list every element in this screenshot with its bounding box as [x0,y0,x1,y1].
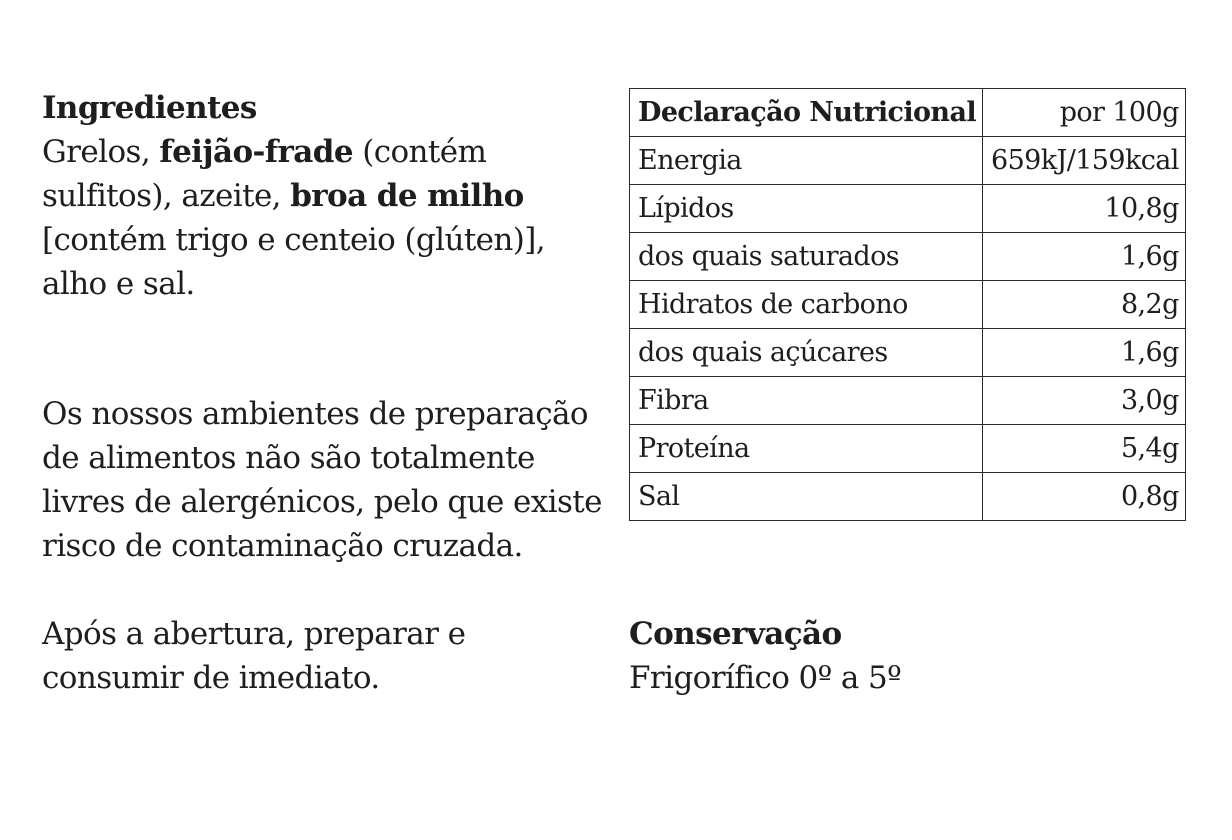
ingredients-part-1: Grelos, [42,134,160,170]
nutrition-row-protein [630,425,1186,473]
ingredients-heading: Ingredientes [42,90,257,126]
nutrient-value: 10,8g [983,185,1186,233]
nutrient-label: Hidratos de carbono [630,281,983,329]
nutrient-value: 1,6g [983,233,1186,281]
nutrition-row-salt [630,473,1186,521]
nutrient-value: 659kJ/159kcal [983,137,1186,185]
nutrition-table [629,88,1186,521]
nutrition-title: Declaração Nutricional [630,89,983,137]
conservation-text: Frigorífico 0º a 5º [629,660,902,696]
ingredient-bold-broa-de-milho: broa de milho [290,178,524,214]
conservation-section [629,612,1169,700]
nutrition-row-fibre [630,377,1186,425]
nutrition-row-carbohydrates [630,281,1186,329]
nutrient-label: Sal [630,473,983,521]
ingredients-text [42,134,545,302]
nutrition-row-saturated [630,233,1186,281]
nutrient-value: 3,0g [983,377,1186,425]
nutrient-label: dos quais saturados [630,233,983,281]
nutrition-row-lipids [630,185,1186,233]
opening-instructions: Após a abertura, preparar e consumir de imediato. [42,616,466,696]
nutrient-label: Fibra [630,377,983,425]
ingredients-part-3: [contém trigo e centeio (glúten)], alho e sal. [42,222,546,302]
nutrient-value: 5,4g [983,425,1186,473]
nutrition-unit: por 100g [983,89,1186,137]
nutrition-row-sugars [630,329,1186,377]
nutrient-value: 1,6g [983,329,1186,377]
ingredient-bold-feijao-frade: feijão-frade [159,134,353,170]
nutrition-header-row [630,89,1186,137]
nutrient-label: Proteína [630,425,983,473]
nutrient-label: Lípidos [630,185,983,233]
nutrient-label: Energia [630,137,983,185]
ingredients-part-2: (contém sulfitos), azeite, [42,134,487,214]
ingredients-section [42,86,612,306]
allergen-warning: Os nossos ambientes de preparação de alimentos não são totalmente livres de alergénicos, pelo que existe risco de contaminação cruzada. [42,396,602,564]
nutrient-value: 0,8g [983,473,1186,521]
nutrient-label: dos quais açúcares [630,329,983,377]
nutrition-row-energy [630,137,1186,185]
conservation-heading: Conservação [629,616,842,652]
nutrient-value: 8,2g [983,281,1186,329]
